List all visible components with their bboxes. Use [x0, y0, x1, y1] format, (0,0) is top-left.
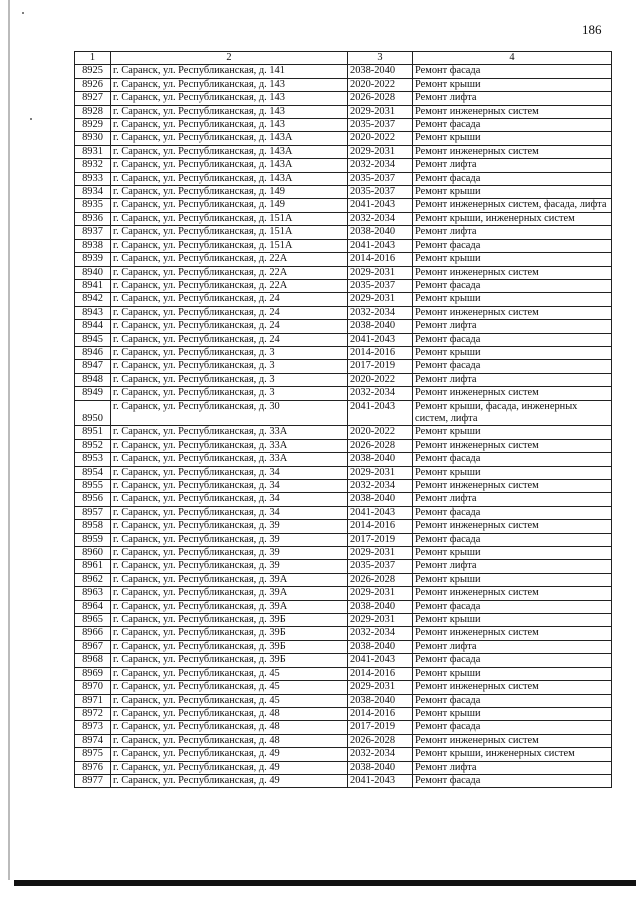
row-number: 8942 — [75, 293, 111, 306]
address-cell: г. Саранск, ул. Республиканская, д. 39 — [111, 520, 348, 533]
work-type-cell: Ремонт фасада — [413, 654, 612, 667]
period-cell: 2032-2034 — [348, 212, 413, 225]
table-row — [75, 439, 612, 452]
row-number: 8948 — [75, 373, 111, 386]
work-type-cell: Ремонт инженерных систем — [413, 105, 612, 118]
address-cell: г. Саранск, ул. Республиканская, д. 151А — [111, 212, 348, 225]
table-row — [75, 640, 612, 653]
work-type-cell: Ремонт крыши — [413, 132, 612, 145]
work-type-cell: Ремонт фасада — [413, 360, 612, 373]
table-row — [75, 587, 612, 600]
table-row — [75, 239, 612, 252]
address-cell: г. Саранск, ул. Республиканская, д. 143 — [111, 78, 348, 91]
work-type-cell: Ремонт лифта — [413, 92, 612, 105]
table-row — [75, 426, 612, 439]
work-type-cell: Ремонт крыши, инженерных систем — [413, 748, 612, 761]
work-type-cell: Ремонт инженерных систем — [413, 681, 612, 694]
address-cell: г. Саранск, ул. Республиканская, д. 22А — [111, 266, 348, 279]
period-cell: 2041-2043 — [348, 506, 413, 519]
row-number: 8936 — [75, 212, 111, 225]
row-number: 8968 — [75, 654, 111, 667]
table-row — [75, 253, 612, 266]
address-cell: г. Саранск, ул. Республиканская, д. 151А — [111, 226, 348, 239]
address-cell: г. Саранск, ул. Республиканская, д. 34 — [111, 466, 348, 479]
period-cell: 2020-2022 — [348, 373, 413, 386]
period-cell: 2038-2040 — [348, 453, 413, 466]
row-number: 8972 — [75, 707, 111, 720]
address-cell: г. Саранск, ул. Республиканская, д. 33А — [111, 426, 348, 439]
table-row — [75, 614, 612, 627]
row-number: 8934 — [75, 186, 111, 199]
work-type-cell: Ремонт инженерных систем — [413, 520, 612, 533]
work-type-cell: Ремонт крыши — [413, 466, 612, 479]
scan-bottom-edge — [14, 880, 636, 886]
period-cell: 2026-2028 — [348, 439, 413, 452]
work-type-cell: Ремонт крыши — [413, 426, 612, 439]
period-cell: 2032-2034 — [348, 306, 413, 319]
work-type-cell: Ремонт крыши — [413, 707, 612, 720]
column-header: 1 — [75, 52, 111, 65]
work-type-cell: Ремонт крыши — [413, 547, 612, 560]
period-cell: 2032-2034 — [348, 480, 413, 493]
table-row — [75, 105, 612, 118]
work-type-cell: Ремонт крыши — [413, 186, 612, 199]
row-number: 8932 — [75, 159, 111, 172]
row-number: 8974 — [75, 734, 111, 747]
address-cell: г. Саранск, ул. Республиканская, д. 24 — [111, 333, 348, 346]
period-cell: 2035-2037 — [348, 119, 413, 132]
work-type-cell: Ремонт крыши — [413, 667, 612, 680]
table-row — [75, 707, 612, 720]
column-header: 2 — [111, 52, 348, 65]
period-cell: 2020-2022 — [348, 426, 413, 439]
work-type-cell: Ремонт крыши — [413, 614, 612, 627]
period-cell: 2017-2019 — [348, 360, 413, 373]
period-cell: 2029-2031 — [348, 587, 413, 600]
period-cell: 2032-2034 — [348, 627, 413, 640]
address-cell: г. Саранск, ул. Республиканская, д. 33А — [111, 439, 348, 452]
work-type-cell: Ремонт крыши, фасада, инженерных систем, лифта — [413, 400, 612, 426]
row-number: 8977 — [75, 774, 111, 787]
row-number: 8943 — [75, 306, 111, 319]
period-cell: 2020-2022 — [348, 132, 413, 145]
row-number: 8935 — [75, 199, 111, 212]
work-type-cell: Ремонт лифта — [413, 373, 612, 386]
work-type-cell: Ремонт фасада — [413, 533, 612, 546]
row-number: 8952 — [75, 439, 111, 452]
work-type-cell: Ремонт лифта — [413, 159, 612, 172]
period-cell: 2029-2031 — [348, 266, 413, 279]
table-row — [75, 65, 612, 78]
work-type-cell: Ремонт фасада — [413, 239, 612, 252]
work-type-cell: Ремонт инженерных систем, фасада, лифта — [413, 199, 612, 212]
work-type-cell: Ремонт лифта — [413, 640, 612, 653]
row-number: 8959 — [75, 533, 111, 546]
row-number: 8966 — [75, 627, 111, 640]
work-type-cell: Ремонт крыши — [413, 346, 612, 359]
address-cell: г. Саранск, ул. Республиканская, д. 22А — [111, 253, 348, 266]
address-cell: г. Саранск, ул. Республиканская, д. 39Б — [111, 627, 348, 640]
address-cell: г. Саранск, ул. Республиканская, д. 143 — [111, 105, 348, 118]
table-row — [75, 159, 612, 172]
address-cell: г. Саранск, ул. Республиканская, д. 33А — [111, 453, 348, 466]
row-number: 8971 — [75, 694, 111, 707]
table-body — [75, 52, 612, 788]
table-row — [75, 480, 612, 493]
work-type-cell: Ремонт лифта — [413, 560, 612, 573]
period-cell: 2014-2016 — [348, 346, 413, 359]
work-type-cell: Ремонт крыши — [413, 573, 612, 586]
row-number: 8973 — [75, 721, 111, 734]
work-type-cell: Ремонт инженерных систем — [413, 266, 612, 279]
address-cell: г. Саранск, ул. Республиканская, д. 45 — [111, 694, 348, 707]
table-row — [75, 132, 612, 145]
table-row — [75, 346, 612, 359]
work-type-cell: Ремонт фасада — [413, 65, 612, 78]
address-cell: г. Саранск, ул. Республиканская, д. 143А — [111, 159, 348, 172]
period-cell: 2026-2028 — [348, 92, 413, 105]
period-cell: 2041-2043 — [348, 400, 413, 426]
period-cell: 2038-2040 — [348, 320, 413, 333]
work-type-cell: Ремонт инженерных систем — [413, 627, 612, 640]
table-row — [75, 600, 612, 613]
address-cell: г. Саранск, ул. Республиканская, д. 39 — [111, 533, 348, 546]
address-cell: г. Саранск, ул. Республиканская, д. 3 — [111, 360, 348, 373]
table-row — [75, 266, 612, 279]
work-type-cell: Ремонт лифта — [413, 320, 612, 333]
work-type-cell: Ремонт фасада — [413, 600, 612, 613]
row-number: 8950 — [75, 400, 111, 426]
address-cell: г. Саранск, ул. Республиканская, д. 39 — [111, 547, 348, 560]
work-type-cell: Ремонт фасада — [413, 333, 612, 346]
row-number: 8954 — [75, 466, 111, 479]
period-cell: 2017-2019 — [348, 721, 413, 734]
table-row — [75, 400, 612, 426]
period-cell: 2038-2040 — [348, 226, 413, 239]
row-number: 8928 — [75, 105, 111, 118]
table-row — [75, 627, 612, 640]
row-number: 8945 — [75, 333, 111, 346]
row-number: 8956 — [75, 493, 111, 506]
table-row — [75, 694, 612, 707]
table-row — [75, 774, 612, 787]
period-cell: 2032-2034 — [348, 159, 413, 172]
row-number: 8955 — [75, 480, 111, 493]
scan-speck — [30, 118, 32, 120]
address-cell: г. Саранск, ул. Республиканская, д. 34 — [111, 480, 348, 493]
row-number: 8925 — [75, 65, 111, 78]
work-type-cell: Ремонт фасада — [413, 721, 612, 734]
work-type-cell: Ремонт инженерных систем — [413, 439, 612, 452]
row-number: 8957 — [75, 506, 111, 519]
period-cell: 2038-2040 — [348, 65, 413, 78]
table-row — [75, 279, 612, 292]
address-cell: г. Саранск, ул. Республиканская, д. 3 — [111, 346, 348, 359]
period-cell: 2029-2031 — [348, 105, 413, 118]
work-type-cell: Ремонт инженерных систем — [413, 734, 612, 747]
work-type-cell: Ремонт лифта — [413, 493, 612, 506]
period-cell: 2041-2043 — [348, 239, 413, 252]
row-number: 8949 — [75, 387, 111, 400]
row-number: 8951 — [75, 426, 111, 439]
address-cell: г. Саранск, ул. Республиканская, д. 39Б — [111, 640, 348, 653]
table-row — [75, 493, 612, 506]
table-row — [75, 573, 612, 586]
period-cell: 2026-2028 — [348, 573, 413, 586]
address-cell: г. Саранск, ул. Республиканская, д. 143 — [111, 92, 348, 105]
scan-speck — [22, 12, 24, 14]
address-cell: г. Саранск, ул. Республиканская, д. 3 — [111, 387, 348, 400]
period-cell: 2029-2031 — [348, 614, 413, 627]
work-type-cell: Ремонт фасада — [413, 506, 612, 519]
row-number: 8963 — [75, 587, 111, 600]
period-cell: 2035-2037 — [348, 172, 413, 185]
column-header: 3 — [348, 52, 413, 65]
row-number: 8931 — [75, 145, 111, 158]
address-cell: г. Саранск, ул. Республиканская, д. 49 — [111, 774, 348, 787]
row-number: 8926 — [75, 78, 111, 91]
address-cell: г. Саранск, ул. Республиканская, д. 24 — [111, 320, 348, 333]
row-number: 8937 — [75, 226, 111, 239]
period-cell: 2035-2037 — [348, 279, 413, 292]
address-cell: г. Саранск, ул. Республиканская, д. 49 — [111, 748, 348, 761]
row-number: 8961 — [75, 560, 111, 573]
work-type-cell: Ремонт крыши — [413, 253, 612, 266]
table-row — [75, 360, 612, 373]
row-number: 8939 — [75, 253, 111, 266]
period-cell: 2035-2037 — [348, 560, 413, 573]
work-type-cell: Ремонт фасада — [413, 119, 612, 132]
address-cell: г. Саранск, ул. Республиканская, д. 143А — [111, 172, 348, 185]
row-number: 8976 — [75, 761, 111, 774]
work-type-cell: Ремонт инженерных систем — [413, 145, 612, 158]
address-cell: г. Саранск, ул. Республиканская, д. 34 — [111, 506, 348, 519]
work-type-cell: Ремонт фасада — [413, 694, 612, 707]
address-cell: г. Саранск, ул. Республиканская, д. 24 — [111, 306, 348, 319]
address-cell: г. Саранск, ул. Республиканская, д. 39А — [111, 573, 348, 586]
address-cell: г. Саранск, ул. Республиканская, д. 48 — [111, 734, 348, 747]
period-cell: 2014-2016 — [348, 520, 413, 533]
table-row — [75, 453, 612, 466]
address-cell: г. Саранск, ул. Республиканская, д. 22А — [111, 279, 348, 292]
address-cell: г. Саранск, ул. Республиканская, д. 48 — [111, 707, 348, 720]
period-cell: 2029-2031 — [348, 145, 413, 158]
address-cell: г. Саранск, ул. Республиканская, д. 39 — [111, 560, 348, 573]
work-type-cell: Ремонт фасада — [413, 172, 612, 185]
page-number: 186 — [582, 22, 602, 37]
row-number: 8964 — [75, 600, 111, 613]
period-cell: 2032-2034 — [348, 387, 413, 400]
address-cell: г. Саранск, ул. Республиканская, д. 3 — [111, 373, 348, 386]
row-number: 8946 — [75, 346, 111, 359]
row-number: 8965 — [75, 614, 111, 627]
table-row — [75, 186, 612, 199]
table-row — [75, 681, 612, 694]
column-header: 4 — [413, 52, 612, 65]
work-type-cell: Ремонт инженерных систем — [413, 587, 612, 600]
period-cell: 2038-2040 — [348, 600, 413, 613]
table-row — [75, 547, 612, 560]
address-cell: г. Саранск, ул. Республиканская, д. 151А — [111, 239, 348, 252]
period-cell: 2038-2040 — [348, 640, 413, 653]
row-number: 8929 — [75, 119, 111, 132]
address-cell: г. Саранск, ул. Республиканская, д. 149 — [111, 186, 348, 199]
row-number: 8958 — [75, 520, 111, 533]
work-type-cell: Ремонт крыши — [413, 78, 612, 91]
table-row — [75, 667, 612, 680]
period-cell: 2032-2034 — [348, 748, 413, 761]
address-cell: г. Саранск, ул. Республиканская, д. 141 — [111, 65, 348, 78]
row-number: 8941 — [75, 279, 111, 292]
period-cell: 2035-2037 — [348, 186, 413, 199]
table-row — [75, 145, 612, 158]
table-row — [75, 387, 612, 400]
address-cell: г. Саранск, ул. Республиканская, д. 45 — [111, 681, 348, 694]
row-number: 8940 — [75, 266, 111, 279]
row-number: 8970 — [75, 681, 111, 694]
row-number: 8930 — [75, 132, 111, 145]
table-row — [75, 199, 612, 212]
table-row — [75, 466, 612, 479]
table-row — [75, 506, 612, 519]
work-type-cell: Ремонт лифта — [413, 761, 612, 774]
row-number: 8967 — [75, 640, 111, 653]
table-header-row — [75, 52, 612, 65]
table-row — [75, 92, 612, 105]
work-schedule-table — [74, 51, 612, 788]
period-cell: 2014-2016 — [348, 667, 413, 680]
address-cell: г. Саранск, ул. Республиканская, д. 48 — [111, 721, 348, 734]
table-row — [75, 533, 612, 546]
row-number: 8953 — [75, 453, 111, 466]
address-cell: г. Саранск, ул. Республиканская, д. 49 — [111, 761, 348, 774]
address-cell: г. Саранск, ул. Республиканская, д. 143А — [111, 145, 348, 158]
work-type-cell: Ремонт фасада — [413, 453, 612, 466]
work-type-cell: Ремонт инженерных систем — [413, 387, 612, 400]
address-cell: г. Саранск, ул. Республиканская, д. 30 — [111, 400, 348, 426]
table-row — [75, 78, 612, 91]
period-cell: 2017-2019 — [348, 533, 413, 546]
period-cell: 2029-2031 — [348, 547, 413, 560]
table-row — [75, 293, 612, 306]
period-cell: 2038-2040 — [348, 761, 413, 774]
table-row — [75, 320, 612, 333]
work-type-cell: Ремонт фасада — [413, 279, 612, 292]
address-cell: г. Саранск, ул. Республиканская, д. 34 — [111, 493, 348, 506]
table-row — [75, 560, 612, 573]
row-number: 8960 — [75, 547, 111, 560]
table-row — [75, 761, 612, 774]
address-cell: г. Саранск, ул. Республиканская, д. 149 — [111, 199, 348, 212]
period-cell: 2038-2040 — [348, 493, 413, 506]
work-type-cell: Ремонт крыши — [413, 293, 612, 306]
work-type-cell: Ремонт инженерных систем — [413, 480, 612, 493]
table-row — [75, 212, 612, 225]
period-cell: 2041-2043 — [348, 774, 413, 787]
table-row — [75, 734, 612, 747]
row-number: 8975 — [75, 748, 111, 761]
table-row — [75, 306, 612, 319]
address-cell: г. Саранск, ул. Республиканская, д. 39Б — [111, 614, 348, 627]
work-type-cell: Ремонт лифта — [413, 226, 612, 239]
period-cell: 2014-2016 — [348, 253, 413, 266]
period-cell: 2026-2028 — [348, 734, 413, 747]
work-type-cell: Ремонт крыши, инженерных систем — [413, 212, 612, 225]
period-cell: 2029-2031 — [348, 681, 413, 694]
table-row — [75, 226, 612, 239]
period-cell: 2038-2040 — [348, 694, 413, 707]
period-cell: 2014-2016 — [348, 707, 413, 720]
table-row — [75, 520, 612, 533]
address-cell: г. Саранск, ул. Республиканская, д. 45 — [111, 667, 348, 680]
address-cell: г. Саранск, ул. Республиканская, д. 39Б — [111, 654, 348, 667]
row-number: 8944 — [75, 320, 111, 333]
row-number: 8927 — [75, 92, 111, 105]
table-row — [75, 721, 612, 734]
period-cell: 2029-2031 — [348, 466, 413, 479]
table-row — [75, 172, 612, 185]
address-cell: г. Саранск, ул. Республиканская, д. 143А — [111, 132, 348, 145]
address-cell: г. Саранск, ул. Республиканская, д. 24 — [111, 293, 348, 306]
address-cell: г. Саранск, ул. Республиканская, д. 39А — [111, 600, 348, 613]
period-cell: 2020-2022 — [348, 78, 413, 91]
address-cell: г. Саранск, ул. Республиканская, д. 39А — [111, 587, 348, 600]
row-number: 8969 — [75, 667, 111, 680]
address-cell: г. Саранск, ул. Республиканская, д. 143 — [111, 119, 348, 132]
row-number: 8947 — [75, 360, 111, 373]
period-cell: 2029-2031 — [348, 293, 413, 306]
table-row — [75, 333, 612, 346]
row-number: 8933 — [75, 172, 111, 185]
table-row — [75, 654, 612, 667]
row-number: 8962 — [75, 573, 111, 586]
table-row — [75, 748, 612, 761]
row-number: 8938 — [75, 239, 111, 252]
work-type-cell: Ремонт инженерных систем — [413, 306, 612, 319]
work-type-cell: Ремонт фасада — [413, 774, 612, 787]
period-cell: 2041-2043 — [348, 333, 413, 346]
table-row — [75, 119, 612, 132]
period-cell: 2041-2043 — [348, 199, 413, 212]
table-row — [75, 373, 612, 386]
scan-edge — [8, 0, 10, 880]
period-cell: 2041-2043 — [348, 654, 413, 667]
